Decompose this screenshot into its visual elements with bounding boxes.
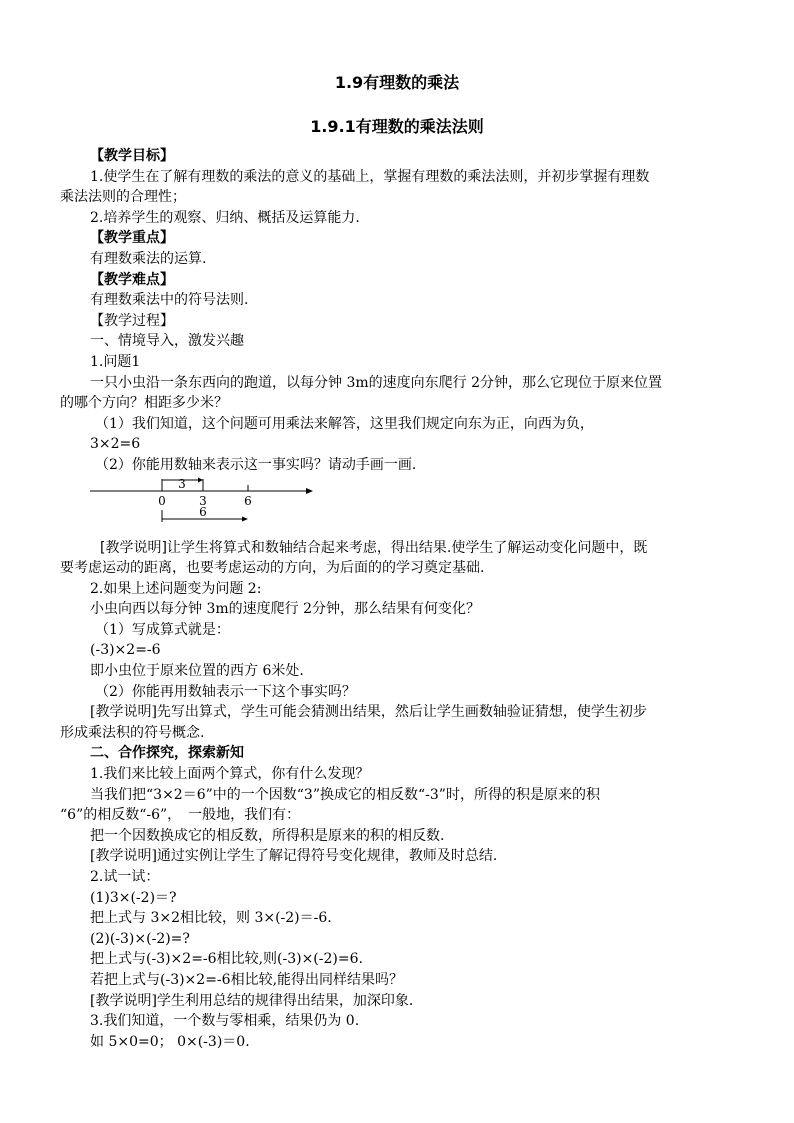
paragraph-line: （2）你能用数轴来表示这一事实吗？请动手画一画.	[95, 456, 417, 473]
section-heading-focus: 【教学重点】	[90, 230, 174, 247]
paragraph-line: 2.如果上述问题变为问题 2:	[90, 580, 262, 597]
paragraph-line: 有理数乘法中的符号法则.	[90, 292, 249, 309]
label-bottom-6: 6	[199, 504, 207, 519]
paragraph-line: 2.培养学生的观察、归纳、概括及运算能力.	[90, 209, 360, 226]
tick-label-3: 3	[199, 493, 207, 508]
section-heading-explore: 二、合作探究，探索新知	[90, 745, 244, 762]
teaching-note-text: [教学说明]让学生将算式和数轴结合起来考虑，得出结果.使学生了解运动变化问题中，既	[100, 539, 648, 556]
label-top-3: 3	[178, 476, 186, 491]
paragraph-line: “6”的相反数“-6”， 一般地，我们有：	[60, 807, 301, 824]
paragraph-line: 有理数乘法的运算.	[90, 250, 207, 267]
axis-arrow-head	[306, 488, 313, 494]
teaching-note: [教学说明]先写出算式，学生可能会猜测出结果，然后让学生画数轴验证猜想，使学生初步	[90, 704, 647, 721]
tick-label-0: 0	[158, 493, 166, 508]
math-expression: 3×2=6	[90, 436, 141, 453]
paragraph-line: 小虫向西以每分钟 3m的速度爬行 2分钟，那么结果有何变化？	[90, 601, 480, 618]
paragraph-line: 1.我们来比较上面两个算式，你有什么发现？	[90, 766, 370, 783]
section-heading-goals: 【教学目标】	[90, 148, 174, 164]
paragraph-line: 把上式与 3×2相比较，则 3×(-2)＝-6.	[90, 910, 332, 927]
section-heading-process: 【教学过程】	[90, 312, 174, 329]
number-line-svg	[90, 476, 320, 538]
paragraph-line: （1）写成算式就是：	[95, 621, 230, 638]
paragraph-line: 把一个因数换成它的相反数，所得积是原来的积的相反数.	[90, 827, 445, 844]
paragraph-line: （2）你能再用数轴表示一下这个事实吗？	[95, 683, 356, 700]
paragraph-line: 若把上式与(-3)×2=-6相比较,能得出同样结果吗？	[90, 971, 404, 988]
number-line-figure	[90, 476, 714, 538]
paragraph-line: 一、情境导入，激发兴趣	[90, 333, 244, 350]
paragraph-line: 乘法法则的合理性；	[60, 189, 186, 206]
paragraph-line: 形成乘法积的符号概念.	[60, 724, 205, 741]
paragraph-line: 一只小虫沿一条东西向的跑道，以每分钟 3m的速度向东爬行 2分钟，那么它现位于原来位置	[90, 374, 662, 391]
math-expression: (-3)×2=-6	[90, 642, 161, 659]
paragraph-line: 2.试一试：	[90, 869, 160, 885]
tick-label-6: 6	[244, 493, 252, 508]
math-expression: (2)(-3)×(-2)=?	[90, 930, 190, 947]
teaching-note: [教学说明]通过实例让学生了解记得符号变化规律，教师及时总结.	[90, 848, 498, 865]
doc-subtitle: 1.9.1有理数的乘法法则	[310, 117, 484, 136]
doc-body	[60, 146, 714, 1052]
arrow-0-to-3-head	[198, 477, 203, 482]
paragraph-line: 把上式与(-3)×2=-6相比较,则(-3)×(-2)=6.	[90, 951, 363, 968]
section-heading-difficulty: 【教学难点】	[90, 271, 174, 288]
paragraph-line: 3.我们知道，一个数与零相乘，结果仍为 0.	[90, 1013, 360, 1030]
math-expression: 如 5×0=0； 0×(-3)＝0.	[90, 1033, 250, 1050]
paragraph-line: 1.问题1	[90, 353, 141, 370]
doc-title: 1.9有理数的乘法	[334, 73, 460, 92]
paragraph-line: 当我们把“3×2＝6”中的一个因数“3”换成它的相反数“-3”时，所得的积是原来的积	[90, 786, 600, 803]
paragraph-line: 的哪个方向？相距多少米？	[60, 395, 228, 412]
math-expression: (1)3×(-2)＝?	[90, 889, 177, 906]
paragraph-line: 即小虫位于原来位置的西方 6米处.	[90, 663, 304, 680]
arrow-0-to-6-head	[242, 516, 248, 521]
teaching-note	[100, 538, 714, 559]
paragraph-line: （1）我们知道，这个问题可用乘法来解答，这里我们规定向东为正，向西为负，	[95, 415, 594, 432]
paragraph-line: 要考虑运动的距离，也要考虑运动的方向，为后面的的学习奠定基础.	[60, 560, 485, 577]
teaching-note: [教学说明]学生利用总结的规律得出结果，加深印象.	[90, 992, 414, 1009]
paragraph-line: 1.使学生在了解有理数的乘法的意义的基础上，掌握有理数的乘法法则，并初步掌握有理数	[90, 168, 650, 185]
